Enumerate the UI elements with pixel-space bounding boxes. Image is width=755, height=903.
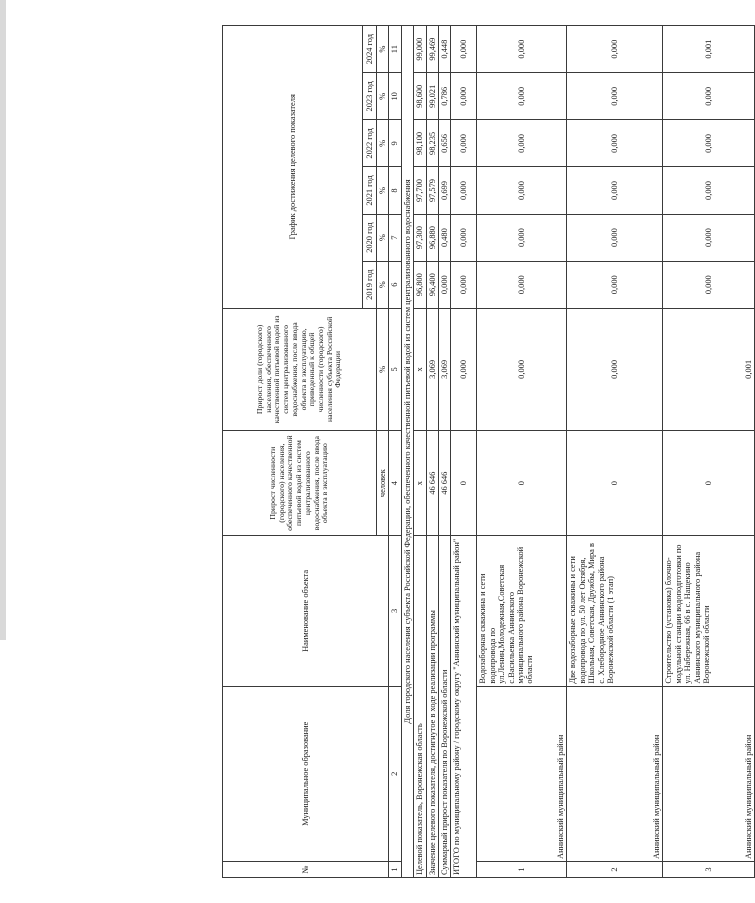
col-header-share-growth: Прирост доли (городского) населения, обеспеченного качественной питьевой водой из систем централизованного водоснабжения, после ввода объекта в эксплуатацию, приведенный к общей численности (городского) населения субъекта Российской Федерации [223,308,377,430]
object-year-value: 0,000 [477,120,567,167]
object-name: Две водозаборные скважины и сети водопровода по ул. 50 лет Октября, Школьная, Советская, Дружбы, Мира в с. Хлебородное Аннинского района Воронежской области (1 этап) [567,536,663,686]
object-year-value: 0,000 [567,26,663,73]
year-header: 2023 год [363,73,377,120]
summary-year-value: 99,469 [426,26,438,73]
object-year-value: 0,000 [663,167,755,214]
object-year-value: 0,001 [663,26,755,73]
summary-year-value: 98,100 [414,120,426,167]
unit-pct: % [377,261,389,308]
object-num: 2 [567,861,663,877]
unit-pct: % [377,167,389,214]
object-share: 0,000 [477,308,567,430]
summary-people: 46 646 [439,431,451,536]
target-indicator-table [222,25,755,878]
summary-year-value: 97,300 [414,214,426,261]
summary-year-value: 99,000 [414,26,426,73]
col-header-object: Наименование объекта [223,536,389,686]
unit-pct: % [377,308,389,430]
object-year-value: 0,000 [477,214,567,261]
summary-label: Значение целевого показателя, достигнутое в ходе реализации программы [426,536,438,878]
object-municipality: Аннинский муниципальный район [567,686,663,861]
object-year-value: 0,000 [567,261,663,308]
summary-year-value: 0,656 [439,120,451,167]
summary-year-value: 0,699 [439,167,451,214]
summary-year-value: 0,480 [439,214,451,261]
object-year-value: 0,000 [663,261,755,308]
summary-year-value: 99,021 [426,73,438,120]
object-year-value: 0,000 [567,214,663,261]
object-year-value: 0,000 [663,73,755,120]
unit-pct: % [377,214,389,261]
object-share: 0,001 [663,308,755,430]
summary-row [414,26,426,878]
object-name: Строительство (установка) блочно-модульной станции водоподготовки по ул. Набережная, 66 в с. Нащекино Аннинского муниципального района Воронежской области [663,536,755,686]
object-people: 0 [663,431,755,536]
summary-year-value: 98,600 [414,73,426,120]
object-year-value: 0,000 [567,120,663,167]
object-year-value: 0,000 [567,167,663,214]
summary-people: x [414,431,426,536]
col-header-schedule: График достижения целевого показателя [223,26,363,309]
object-row [477,26,567,878]
column-index: 1 [389,861,401,877]
year-header: 2021 год [363,167,377,214]
unit-people: человек [377,431,389,536]
column-index: 4 [389,431,401,536]
total-year-value: 0,000 [451,73,477,120]
year-header: 2022 год [363,120,377,167]
summary-people: 46 646 [426,431,438,536]
column-index: 8 [389,167,401,214]
col-header-municipality: Муниципальное образование [223,686,389,861]
object-people: 0 [567,431,663,536]
object-year-value: 0,000 [477,167,567,214]
total-year-value: 0,000 [451,214,477,261]
summary-year-value: 0,786 [439,73,451,120]
summary-year-value: 97,579 [426,167,438,214]
col-header-num: № [223,861,389,877]
object-year-value: 0,000 [477,73,567,120]
year-header: 2020 год [363,214,377,261]
object-num: 1 [477,861,567,877]
object-year-value: 0,000 [477,26,567,73]
column-index: 2 [389,686,401,861]
unit-pct: % [377,73,389,120]
total-year-value: 0,000 [451,261,477,308]
summary-year-value: 96,880 [426,214,438,261]
summary-label: Суммарный прирост показателя по Воронежской области [439,536,451,878]
section-title: Доля городского населения субъекта Российской Федерации, обеспеченного качественной питьевой водой из систем централизованного водоснабжения [401,26,413,878]
total-year-value: 0,000 [451,167,477,214]
object-year-value: 0,000 [477,261,567,308]
column-index: 3 [389,536,401,686]
year-header: 2024 год [363,26,377,73]
year-header: 2019 год [363,261,377,308]
summary-row [426,26,438,878]
column-index: 6 [389,261,401,308]
object-row [567,26,663,878]
object-people: 0 [477,431,567,536]
column-index: 7 [389,214,401,261]
header-row [223,26,363,878]
column-index: 9 [389,120,401,167]
summary-share: x [414,308,426,430]
column-index-row [389,26,401,878]
unit-pct: % [377,26,389,73]
summary-year-value: 97,700 [414,167,426,214]
object-year-value: 0,000 [663,214,755,261]
summary-year-value: 96,400 [426,261,438,308]
total-row [451,26,477,878]
total-label: ИТОГО по муниципальному району / городскому округу "Аннинский муниципальный район" [451,536,477,878]
column-index: 11 [389,26,401,73]
column-index: 5 [389,308,401,430]
summary-share: 3,069 [439,308,451,430]
col-header-pop-growth: Прирост численности (городского) населения, обеспеченного качественной питьевой водой из систем централизованного водоснабжения, после ввода объекта в эксплуатацию [223,431,377,536]
object-year-value: 0,000 [663,120,755,167]
object-share: 0,000 [567,308,663,430]
total-share: 0,000 [451,308,477,430]
summary-year-value: 0,000 [439,261,451,308]
summary-share: 3,069 [426,308,438,430]
section-title-row [401,26,413,878]
summary-year-value: 98,235 [426,120,438,167]
object-row [663,26,755,878]
object-year-value: 0,000 [567,73,663,120]
object-municipality: Аннинский муниципальный район [663,686,755,861]
column-index: 10 [389,73,401,120]
summary-label: Целевой показатель, Воронежская область [414,536,426,878]
total-year-value: 0,000 [451,26,477,73]
unit-pct: % [377,120,389,167]
total-year-value: 0,000 [451,120,477,167]
object-municipality: Аннинский муниципальный район [477,686,567,861]
object-num: 3 [663,861,755,877]
object-name: Водозаборная скважина и сети водопровода по ул.Ленин,Молодежная,Советская с.Васильевка Аннинского муниципального района Воронежской области [477,536,567,686]
summary-year-value: 96,800 [414,261,426,308]
total-people: 0 [451,431,477,536]
summary-year-value: 0,448 [439,26,451,73]
summary-row [439,26,451,878]
